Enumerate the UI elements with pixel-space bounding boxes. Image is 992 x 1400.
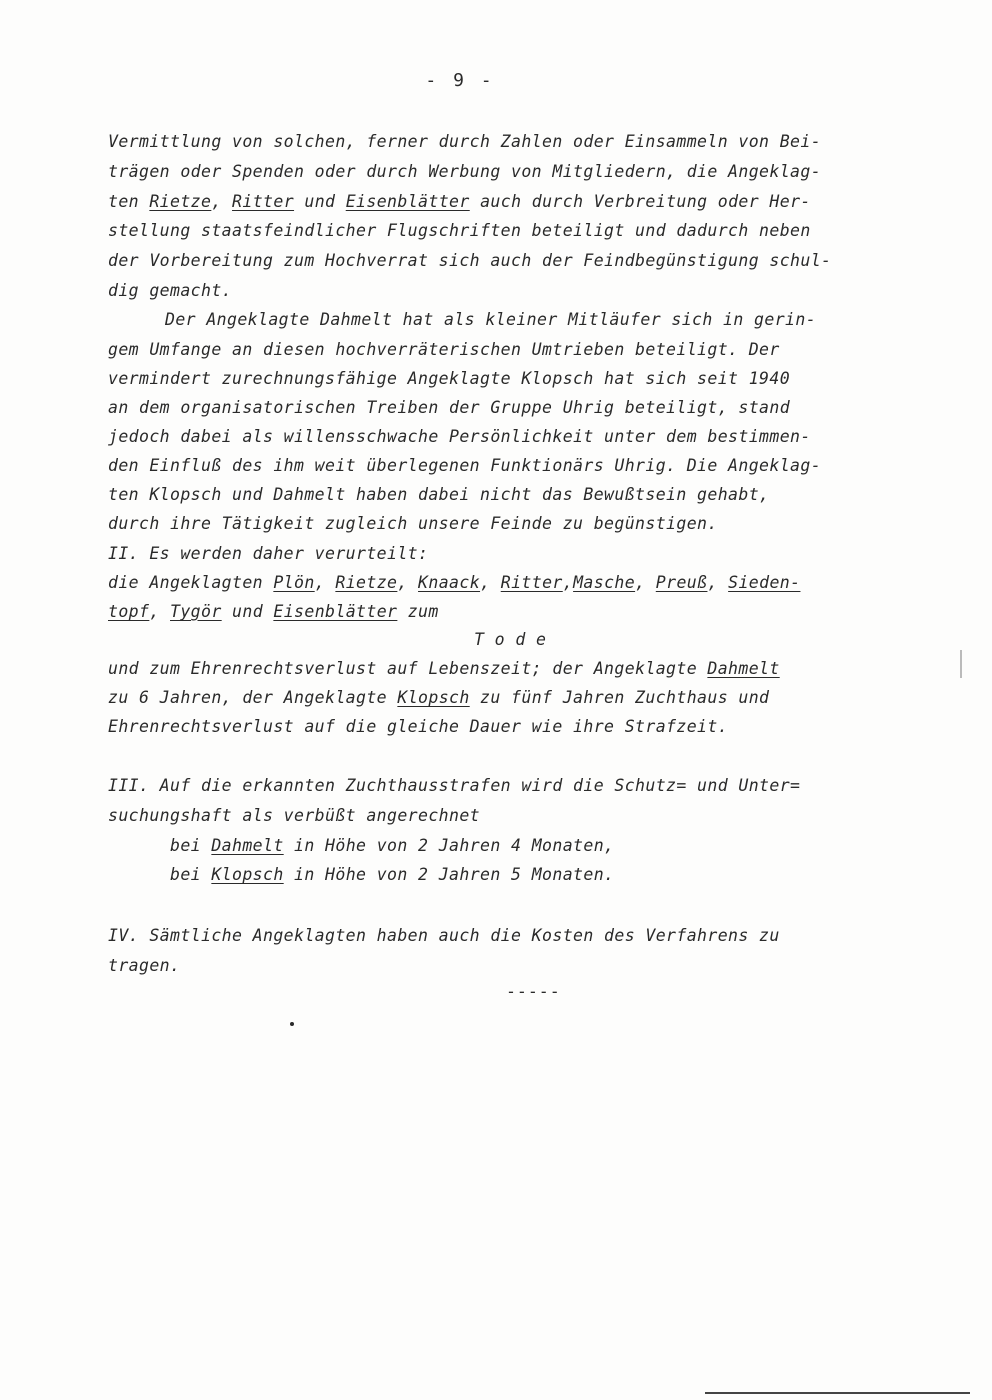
text-run: in Höhe von 2 Jahren 5 Monaten. xyxy=(283,865,615,884)
paragraph-line: topf, Tygör und Eisenblätter zum xyxy=(108,602,439,621)
defendant-name: topf xyxy=(108,602,150,621)
paragraph-line: jedoch dabei als willensschwache Persönlichkeit unter dem bestimmen- xyxy=(108,427,811,446)
defendant-name: Sieden- xyxy=(728,573,801,592)
defendant-name: Rietze xyxy=(149,192,212,211)
paragraph-line: den Einfluß des ihm weit überlegenen Funktionärs Uhrig. Die Angeklag- xyxy=(108,456,822,475)
text-run: zu fünf Jahren Zuchthaus und xyxy=(469,688,770,707)
end-mark: ----- xyxy=(506,982,561,1001)
defendant-name: Tygör xyxy=(170,602,222,621)
text-run: zu 6 Jahren, der Angeklagte xyxy=(108,688,398,707)
paragraph-line xyxy=(108,659,780,679)
paragraph-line: die Angeklagten Plön, Rietze, Knaack, Ritter,Masche, Preuß, Sieden- xyxy=(108,573,801,592)
text-run: , xyxy=(211,192,233,211)
margin-mark xyxy=(960,650,962,678)
paragraph-line: dig gemacht. xyxy=(108,281,233,300)
section-heading: II. Es werden daher verurteilt: xyxy=(108,544,429,563)
defendant-name: Plön xyxy=(273,573,315,592)
defendant-name: Dahmelt xyxy=(211,836,284,855)
paragraph-line: durch ihre Tätigkeit zugleich unsere Feinde zu begünstigen. xyxy=(108,514,718,533)
text-run: und xyxy=(294,192,346,211)
paragraph-line: Vermittlung von solchen, ferner durch Zahlen oder Einsammeln von Bei- xyxy=(108,132,822,151)
defendant-name: Ritter xyxy=(500,573,563,592)
defendant-name: Ritter xyxy=(232,192,295,211)
paragraph-line: IV. Sämtliche Angeklagten haben auch die Kosten des Verfahrens zu xyxy=(108,926,780,945)
text-run: ten xyxy=(108,192,150,211)
defendant-name: Dahmelt xyxy=(707,659,780,678)
paragraph-line: trägen oder Spenden oder durch Werbung von Mitgliedern, die Angeklag- xyxy=(108,162,822,181)
page-number: - 9 - xyxy=(425,70,495,91)
paragraph-line: an dem organisatorischen Treiben der Gruppe Uhrig beteiligt, stand xyxy=(108,398,791,417)
paragraph-line: suchungshaft als verbüßt angerechnet xyxy=(108,806,481,825)
text-run: und zum Ehrenrechtsverlust auf Lebenszeit; der Angeklagte xyxy=(108,659,708,678)
text-run: bei xyxy=(170,836,212,855)
defendant-name: Masche xyxy=(573,573,636,592)
paragraph-line: III. Auf die erkannten Zuchthausstrafen wird die Schutz= und Unter= xyxy=(108,776,801,795)
sentence-word: T o d e xyxy=(474,630,547,649)
text-run: in Höhe von 2 Jahren 4 Monaten, xyxy=(283,836,615,855)
defendant-name: Preuß xyxy=(655,573,708,592)
paragraph-line: der Vorbereitung zum Hochverrat sich auch der Feindbegünstigung schul- xyxy=(108,251,832,270)
defendant-name: Rietze xyxy=(335,573,398,592)
credit-line xyxy=(170,836,614,856)
paragraph-line: vermindert zurechnungsfähige Angeklagte Klopsch hat sich seit 1940 xyxy=(108,369,791,388)
defendant-name: Klopsch xyxy=(397,688,470,707)
defendant-name: Knaack xyxy=(418,573,481,592)
paragraph-line: gem Umfange an diesen hochverräterischen Umtrieben beteiligt. Der xyxy=(108,340,780,359)
ink-speck xyxy=(290,1022,294,1026)
paragraph-line: stellung staatsfeindlicher Flugschriften beteiligt und dadurch neben xyxy=(108,221,811,240)
text-run: bei xyxy=(170,865,212,884)
text-run: auch durch Verbreitung oder Her- xyxy=(469,192,811,211)
paragraph-line xyxy=(108,688,769,708)
defendant-name: Eisenblätter xyxy=(273,602,398,621)
scan-edge-line xyxy=(705,1392,970,1394)
paragraph-line: Der Angeklagte Dahmelt hat als kleiner Mitläufer sich in gerin- xyxy=(165,310,817,329)
paragraph-line xyxy=(108,192,811,212)
defendant-name: Eisenblätter xyxy=(345,192,470,211)
defendant-name: Klopsch xyxy=(211,865,284,884)
paragraph-line: Ehrenrechtsverlust auf die gleiche Dauer wie ihre Strafzeit. xyxy=(108,717,729,736)
text-run: zum xyxy=(397,602,439,621)
paragraph-line: tragen. xyxy=(108,956,181,975)
credit-line xyxy=(170,865,614,885)
text-run: die Angeklagten xyxy=(108,573,274,592)
paragraph-line: ten Klopsch und Dahmelt haben dabei nicht das Bewußtsein gehabt, xyxy=(108,485,770,504)
